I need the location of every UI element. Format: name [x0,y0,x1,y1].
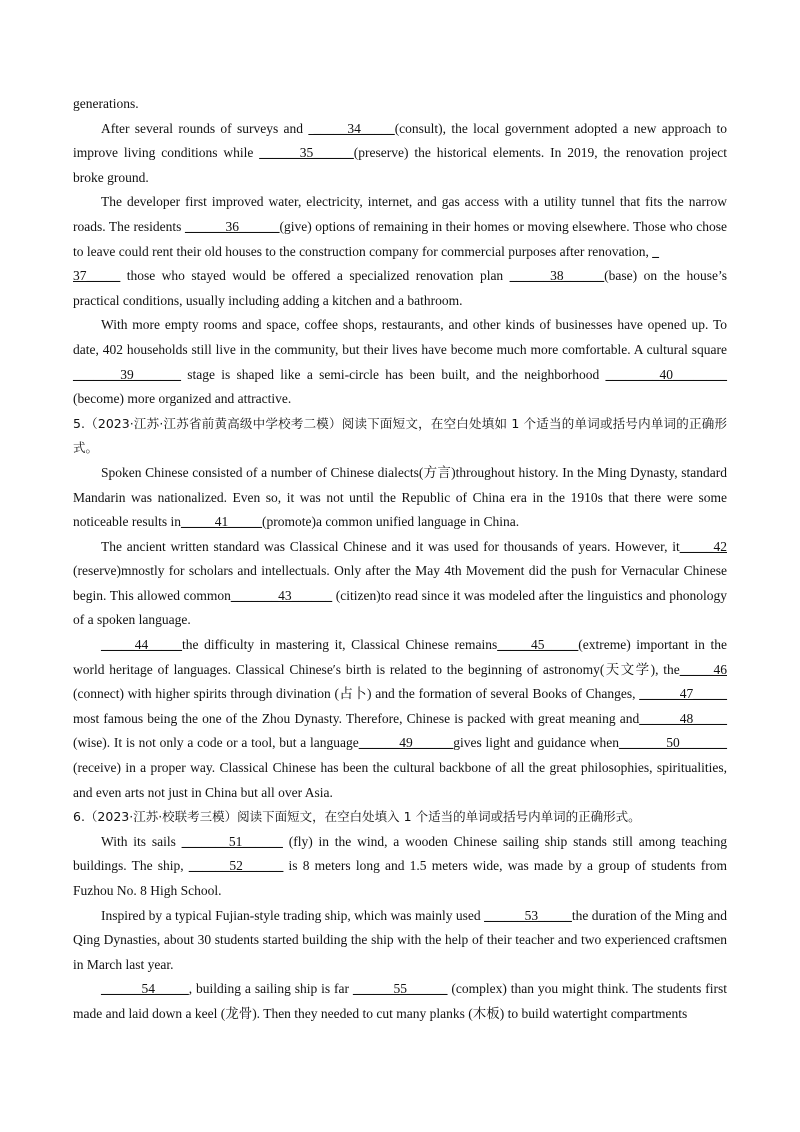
blank-48[interactable]: ______48_____ [639,710,727,726]
text-run: stage is shaped like a semi-circle has been built, and the neighborhood [181,366,606,382]
section6-paragraph [73,977,727,1026]
blank-52[interactable]: ______52______ [188,858,284,874]
text-run: (base) on the house’s practical conditions, usually including adding a kitchen and a bathroom. [73,268,727,308]
blank-55[interactable]: ______55______ [352,981,448,997]
blank-54[interactable]: ______54_____ [101,981,189,997]
blank-38[interactable]: ______38______ [509,268,605,284]
passage4-paragraph [73,92,727,117]
text-run: (fly) in the wind, a wooden Chinese sailing ship stands still among teaching buildings. The ship, [73,833,727,874]
blank-39[interactable]: _______39_______ [73,366,181,382]
text-run: (extreme) important in the world heritage of languages. Classical Chinese′s birth is related to the beginning of astronomy(天文学), the [73,637,727,677]
blank-34[interactable]: _____34_____ [308,120,395,136]
text-run: generations. [73,96,139,111]
text-run: After several rounds of surveys and [101,120,309,136]
document-page [73,92,727,1027]
blank-44[interactable]: _____44_____ [101,637,182,653]
text-run: , building a sailing ship is far [188,981,353,997]
text-run: (give) options of remaining in their homes or moving elsewhere. Those who chose to leave could rent their old houses to the construction company for commercial purposes after renovation, [73,218,727,259]
section6-paragraph [73,830,727,904]
blank-47[interactable]: ______47_____ [639,686,727,702]
text-run: (citizen)to read since it was modeled after the linguistics and phonology of a spoken language. [73,587,727,628]
text-run: most famous being the one of the Zhou Dynasty. Therefore, Chinese is packed with great meaning and [73,710,640,726]
text-run: gives light and guidance when [453,735,619,751]
text-run: those who stayed would be offered a specialized renovation plan [120,268,510,284]
blank-51[interactable]: _______51______ [181,833,283,849]
blank-40[interactable]: ________40________ [605,366,727,382]
text-run: Spoken Chinese consisted of a number of Chinese dialects(方言)throughout history. In the Ming Dynasty, standard Mandarin was nationalized. Even so, it was not until the Republic of China era in the 1910s that there were some noticeable results in [73,464,727,530]
section-6-heading: 6.（2023·江苏·校联考三模）阅读下面短文，在空白处填入 1 个适当的单词或括号内单词的正确形式。 [73,809,641,825]
text-run: With more empty rooms and space, coffee shops, restaurants, and other kinds of businesses have opened up. To date, 402 households still live in the community, but their lives have become much more comfortable. A cultural square [73,317,727,357]
blank-36[interactable]: ______36______ [184,218,280,234]
text-run: (complex) than you might think. The students first made and laid down a keel (龙骨). Then they needed to cut many planks (木板) to build watertight compartments [73,981,728,1021]
text-run: (wise). It is not only a code or a tool, but a language [73,735,359,751]
passage4-paragraph [73,117,727,191]
section5-paragraph [73,461,727,535]
text-run: (promote)a common unified language in China. [261,514,520,530]
blank-46[interactable]: _____46 [679,661,727,677]
text-run: (preserve) the historical elements. In 2019, the renovation project broke ground. [73,145,727,185]
text-run: the duration of the Ming and Qing Dynasties, about 30 students started building the ship with the help of their teacher and two experienced craftsmen in March last year. [73,907,728,972]
text-run: is 8 meters long and 1.5 meters wide, was made by a group of students from Fuzhou No. 8 High School. [73,858,727,898]
text-run: The ancient written standard was Classical Chinese and it was used for thousands of years. However, it [101,538,680,554]
blank-42[interactable]: _____42 [679,538,727,554]
text-run: With its sails [101,833,182,849]
blank-45[interactable]: _____45_____ [497,637,579,653]
text-run: (connect) with higher spirits through divination (占卜) and the formation of several Books of Changes, [73,686,640,702]
section5-paragraph [73,633,727,805]
text-run: The developer first improved water, electricity, internet, and gas access with a utility tunnel that fits the narrow roads. The residents [73,194,727,234]
blank-50[interactable]: _______50_______ [618,735,727,751]
text-run: the difficulty in mastering it, Classical Chinese remains [182,637,498,653]
passage4-paragraph [73,313,727,411]
section-5-heading: 5.（2023·江苏·江苏省前黄高级中学校考二模）阅读下面短文，在空白处填如 1 个适当的单词或括号内单词的正确形式。 [73,415,727,456]
section6-paragraph [73,904,727,978]
text-run: (consult), the local government adopted a new approach to improve living conditions while [73,120,727,161]
text-run: (receive) in a proper way. Classical Chinese has been the cultural backbone of all the great philosophies, spiritualities, and even arts not just in China but all over Asia. [73,760,727,800]
text-run: (become) more organized and attractive. [73,391,292,407]
blank-35[interactable]: ______35______ [259,145,354,161]
passage4-paragraph [73,190,727,313]
blank-43[interactable]: _______43______ [230,587,333,603]
blank-49[interactable]: ______49______ [358,735,454,751]
section5-paragraph [73,535,727,633]
text-run: Inspired by a typical Fujian-style trading ship, which was mainly used [101,907,485,923]
blank-37[interactable]: _ 37_____ [73,243,659,284]
blank-53[interactable]: ______53_____ [484,907,572,923]
blank-41[interactable]: _____41_____ [180,514,262,530]
text-run: (reserve)mnostly for scholars and intellectuals. Only after the May 4th Movement did the push for Vernacular Chinese begin. This allowed common [73,563,727,603]
